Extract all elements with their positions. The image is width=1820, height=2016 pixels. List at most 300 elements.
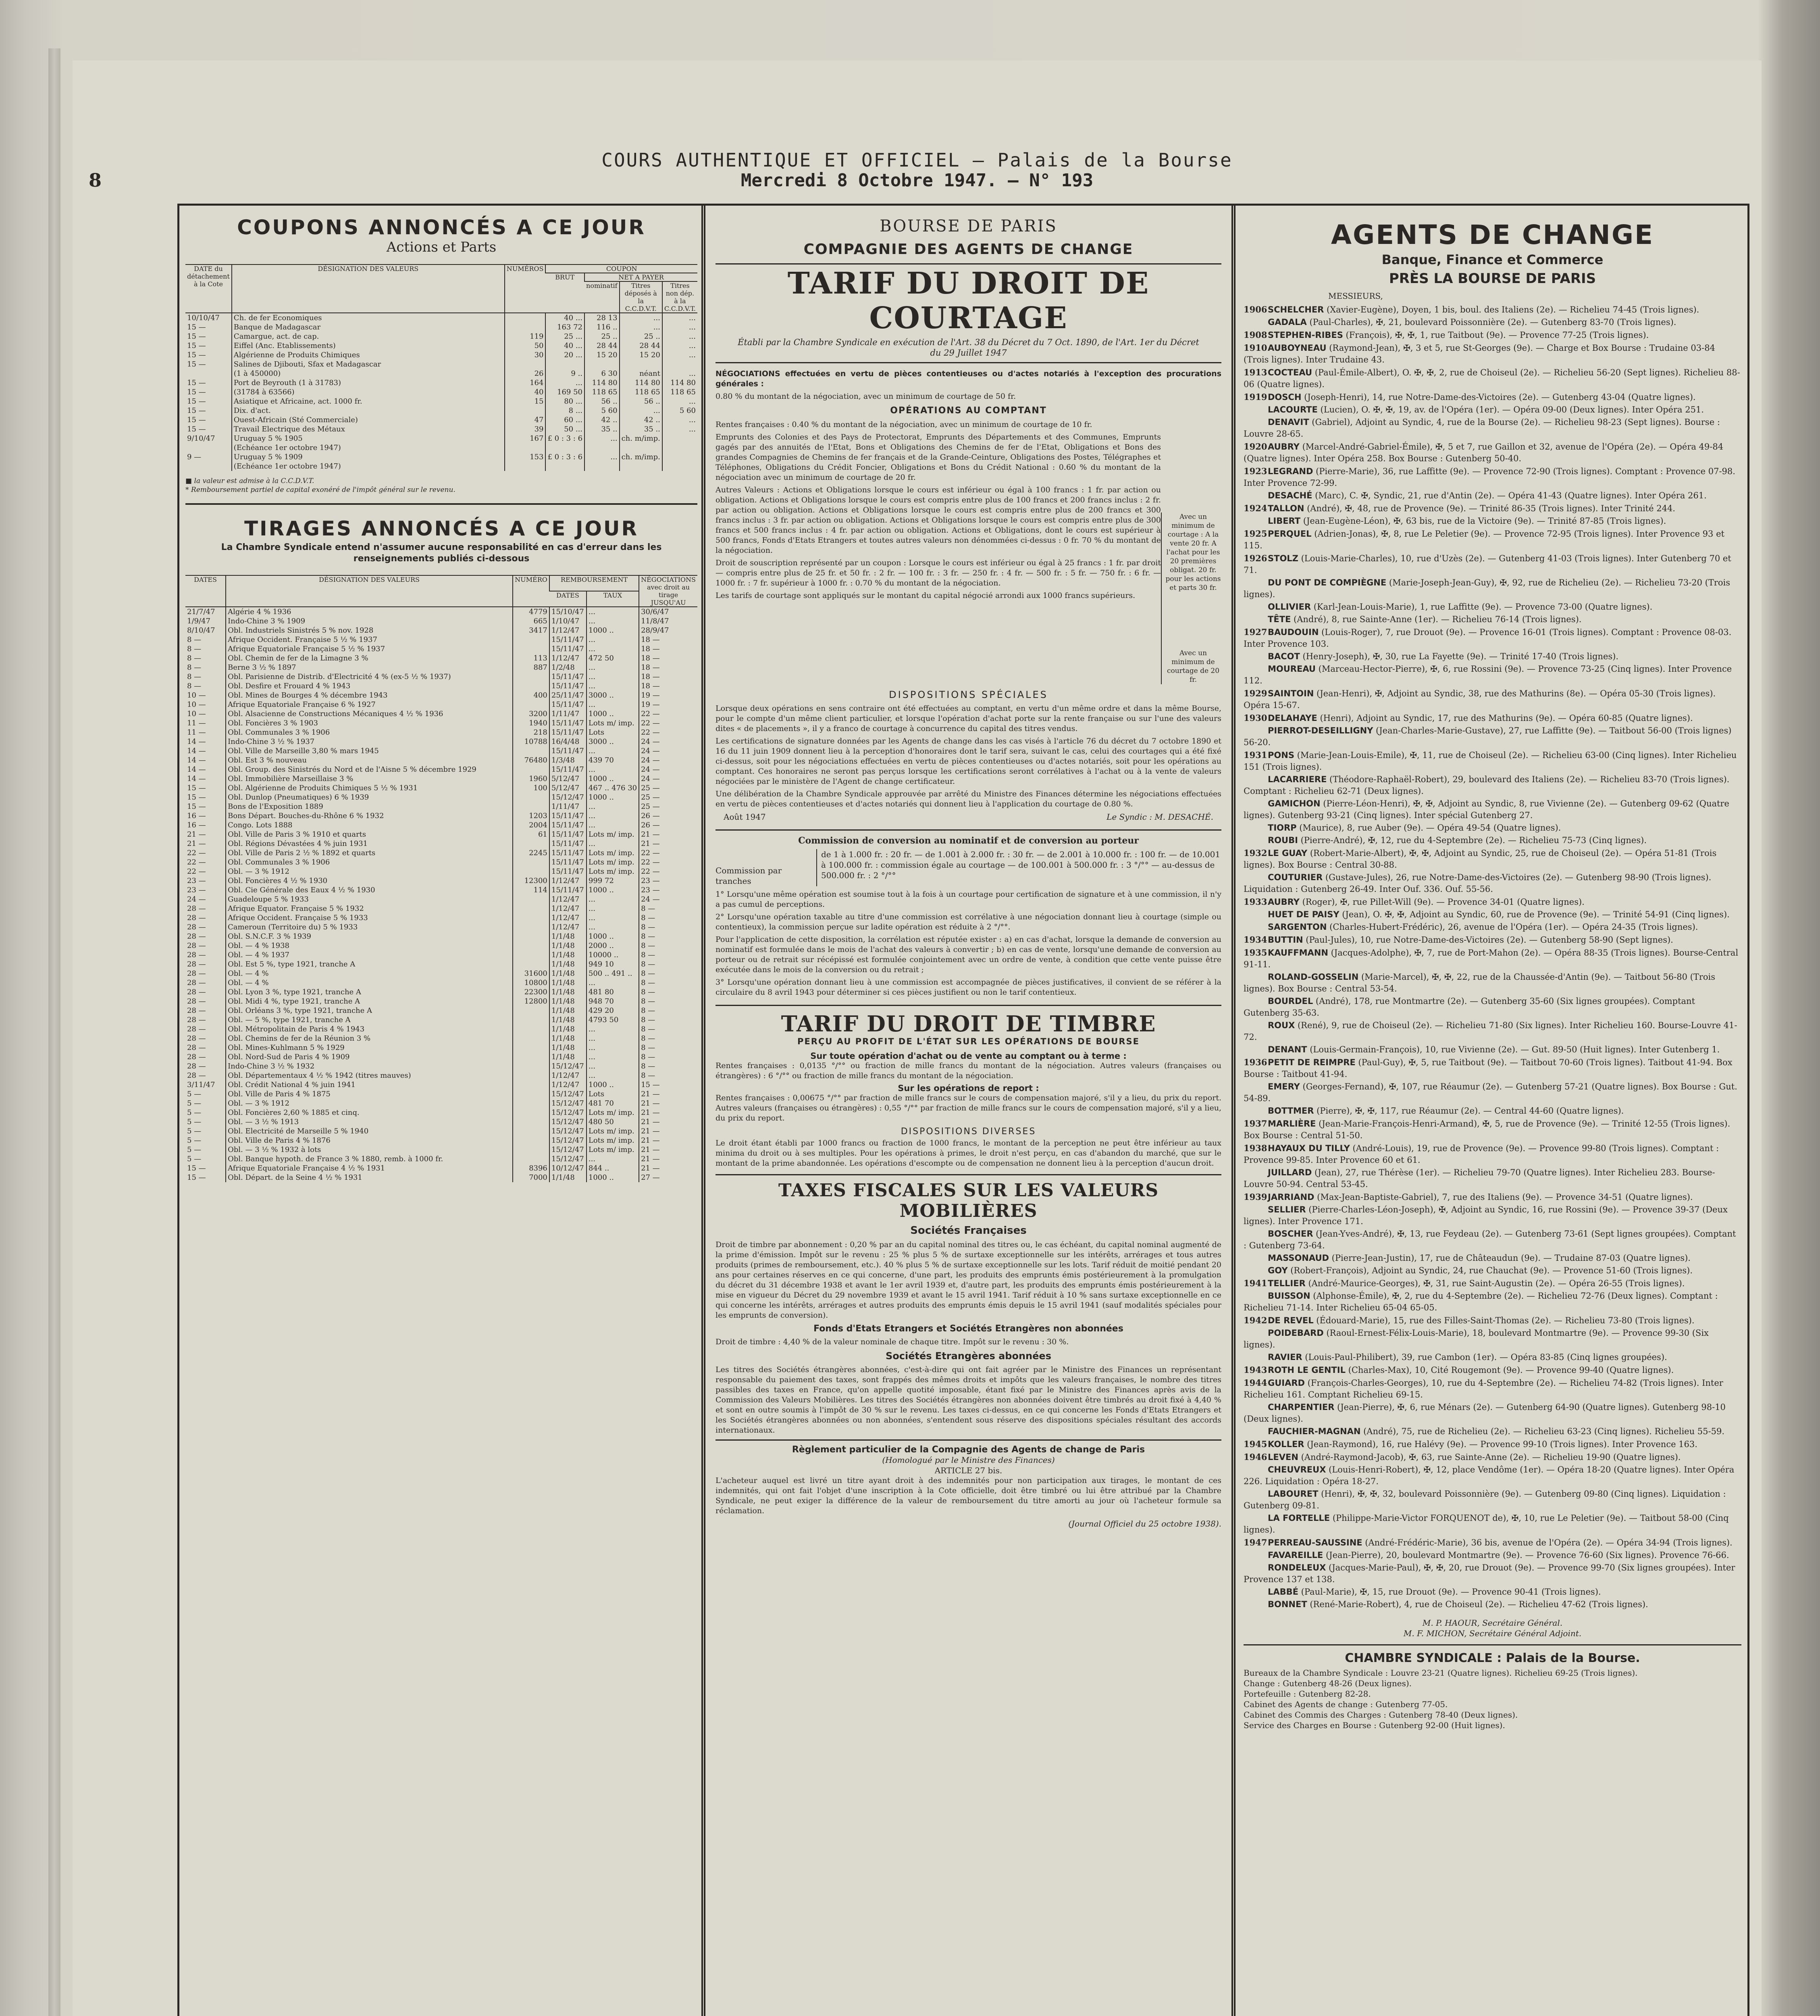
coupon-designation: (31784 à 63566): [232, 387, 505, 397]
tirage-numero: 10788: [513, 737, 549, 746]
agent-entry: [1244, 1056, 1741, 1080]
tirage-taux: ...: [587, 765, 639, 774]
agent-entry: [1244, 490, 1741, 502]
tirages-row: [185, 1043, 697, 1052]
agent-entry: [1244, 835, 1741, 846]
tirages-row: [185, 654, 697, 663]
tirage-taux: ...: [587, 663, 639, 672]
agent-details: (Marceau-Hector-Pierre), ✠, 6, rue Rossini (9e). — Provence 73-25 (Cinq lignes). Inter Provence 112.: [1244, 664, 1732, 685]
coupon-numero: 39: [505, 425, 546, 434]
tirages-row: [185, 821, 697, 830]
tirage-designation: Obl. — 3 % 1912: [226, 867, 513, 876]
tirage-designation: Afrique Equatoriale Française 4 ½ % 1931: [226, 1164, 513, 1173]
tirages-row: [185, 960, 697, 969]
tirage-numero: [513, 802, 549, 811]
tirage-date: 15 —: [187, 784, 206, 792]
tirage-numero: 1203: [513, 811, 549, 821]
agent-name: BAUDOUIN: [1268, 627, 1319, 637]
tirages-row: [185, 987, 697, 997]
tirage-date: 8/10/47: [187, 626, 215, 635]
tirages-row: [185, 1052, 697, 1062]
agent-details: (Jean), O. ✠, ✠, Adjoint au Syndic, 60, rue de Provence (9e). — Trinité 54-91 (Cinq lignes).: [1339, 910, 1730, 919]
agent-name: BOURDEL: [1268, 996, 1313, 1006]
negociations-text: 0.80 % du montant de la négociation, avec un minimum de courtage de 50 fr.: [716, 392, 1016, 401]
tirage-taux: Lots m/ imp.: [587, 1136, 639, 1145]
tirage-designation: Obl. Est 5 %, type 1921, tranche A: [226, 960, 513, 969]
agent-entry: [1244, 847, 1741, 871]
tirage-negociation: 18 —: [639, 635, 697, 644]
tirage-numero: 400: [513, 691, 549, 700]
tirages-row: [185, 616, 697, 626]
agent-entry: [1244, 1426, 1741, 1437]
column-rule-3: [1231, 204, 1233, 2016]
tirage-negociation: 30/6/47: [639, 607, 697, 616]
tirage-numero: [513, 700, 549, 709]
tirages-row: [185, 774, 697, 783]
tirages-row: [185, 978, 697, 987]
tirage-date: 5 —: [187, 1099, 202, 1108]
agent-details: (Marc), C. ✠, Syndic, 21, rue d'Antin (2e). — Opéra 41-43 (Quatre lignes). Inter Opéra 261.: [1312, 491, 1707, 500]
tirage-taux: 480 50: [587, 1117, 639, 1127]
tirage-numero: 22300: [513, 987, 549, 997]
coupon-numero: [505, 360, 546, 369]
agent-entry: [1244, 1586, 1741, 1598]
coupon-designation: Ouest-Africain (Sté Commerciale): [232, 415, 505, 425]
tirage-date: 11 —: [187, 719, 206, 727]
tirage-designation: Obl. Ville de Paris 2 ½ % 1892 et quarts: [226, 848, 513, 858]
timbre-head-2: Sur les opérations de report :: [898, 1083, 1039, 1093]
tirage-numero: [513, 793, 549, 802]
agent-entry: [1244, 1451, 1741, 1463]
tirage-taux: ...: [587, 1025, 639, 1034]
agent-entry: [1244, 1438, 1741, 1450]
tirage-remb-date: 1/12/47: [549, 876, 587, 885]
agent-name: BUISSON: [1268, 1291, 1310, 1301]
tirage-remb-date: 15/11/47: [549, 635, 587, 644]
tirage-designation: Obl. Alsacienne de Constructions Mécaniques 4 ½ % 1936: [226, 709, 513, 719]
agent-name: LIBERT: [1268, 516, 1301, 526]
tirage-numero: [513, 1099, 549, 1108]
agent-year: 1945: [1244, 1439, 1267, 1449]
tirage-taux: Lots m/ imp.: [587, 1108, 639, 1117]
societes-abonnees-heading: Sociétés Etrangères abonnées: [886, 1350, 1051, 1362]
tirage-date: 8 —: [187, 663, 202, 672]
tirages-row: [185, 626, 697, 635]
tirage-remb-date: 1/1/48: [549, 1173, 587, 1182]
tirage-remb-date: 5/12/47: [549, 783, 587, 793]
tirage-date: 5 —: [187, 1127, 202, 1135]
tirage-taux: 948 70: [587, 997, 639, 1006]
agent-details: (Paul-Guy), ✠, 5, rue Taitbout (9e). — Taitbout 70-60 (Trois lignes). Taitbout 41-94. Box Bourse : Taitbout 41-94.: [1244, 1058, 1733, 1079]
tirage-date: 14 —: [187, 737, 206, 746]
tirage-remb-date: 15/12/47: [549, 1099, 587, 1108]
coupons-col-net: NET A PAYER: [584, 273, 697, 281]
tirage-remb-date: 1/12/47: [549, 923, 587, 932]
dispositions-paragraph: Une délibération de la Chambre Syndicale approuvée par arrêté du Ministre des Finances détermine les négociations effectuées en vertu de pièces contentieuses et d'actes notariés qui donnent lieu à l'application du courtage de 0.80 %.: [716, 789, 1221, 808]
dispositions-diverses-text: Le droit étant établi par 1000 francs ou fraction de 1000 francs, le montant de la perception ne peut être inférieur au taux minima du droit ou à ses multiples. Pour les opérations à primes, le droit n'est perçu, en cas d'abandon du marché, que sur le montant de la prime abandonnée. Les opérations d'escompte ou de compensation ne donnent lieu à la perception d'aucun droit.: [716, 1139, 1221, 1168]
column-rule-4: [1234, 204, 1236, 2016]
dispositions-paragraph: Lorsque deux opérations en sens contraire ont été effectuées au comptant, en vertu d'un même ordre et dans la même Bourse, pour le compte d'un même client particulier, et lorsque l'opération d'achat porte sur la rente française ou sur l'une des valeurs dites « de placements », il y a franco de courtage à concurrence du capital des titres vendus.: [716, 704, 1221, 733]
coupon-brut: 40 ...: [545, 341, 584, 350]
agent-entry: [1244, 1265, 1741, 1277]
tirage-designation: Obl. Desfire et Frouard 4 % 1943: [226, 681, 513, 691]
agent-entry: [1244, 1549, 1741, 1561]
agent-entry: [1244, 872, 1741, 895]
agent-details: (Paul-Émile-Albert), O. ✠, ✠, 2, rue de Choiseul (2e). — Richelieu 56-20 (Sept lignes). Richelieu 88-06 (Quatre lignes).: [1244, 368, 1740, 389]
tirage-negociation: 21 —: [639, 1145, 697, 1154]
tirage-date: 15 —: [187, 793, 206, 802]
coupon-porteur-depose: 35 ..: [620, 425, 662, 434]
agent-entry: [1244, 663, 1741, 687]
tirage-date: 22 —: [187, 849, 206, 857]
agent-year: 1908: [1244, 330, 1267, 340]
agent-name: HUET DE PAISY: [1268, 910, 1340, 919]
tirage-negociation: 8 —: [639, 960, 697, 969]
agent-details: (Jean-Pierre), 20, boulevard Montmartre (9e). — Provence 76-60 (Six lignes). Provence 76-66.: [1323, 1550, 1729, 1560]
tirage-negociation: 8 —: [639, 1071, 697, 1080]
tirage-designation: Obl. Ville de Paris 4 % 1875: [226, 1089, 513, 1099]
chambre-rule: [1244, 1644, 1741, 1645]
tirage-negociation: 8 —: [639, 969, 697, 978]
tirage-date: 28 —: [187, 1025, 206, 1033]
coupon-designation: Asiatique et Africaine, act. 1000 fr.: [232, 397, 505, 406]
tirage-remb-date: 1/12/47: [549, 1080, 587, 1089]
agent-entry: [1244, 798, 1741, 821]
agent-entry: [1244, 971, 1741, 995]
coupon-nominatif: 6 30: [584, 369, 620, 378]
agent-details: (Lucien), O. ✠, ✠, 19, av. de l'Opéra (1er). — Opéra 09-00 (Deux lignes). Inter Opéra 251.: [1317, 405, 1704, 414]
tirage-negociation: 8 —: [639, 913, 697, 923]
coupon-nominatif: 114 80: [584, 378, 620, 387]
tirages-col-negociations: NÉGOCIATIONS avec droit au tirage JUSQU'AU: [639, 575, 697, 607]
agent-name: GOY: [1268, 1266, 1288, 1275]
coupon-numero: [505, 443, 546, 452]
coupon-nominatif: ...: [584, 434, 620, 443]
tirage-numero: [513, 950, 549, 960]
tirage-negociation: 21 —: [639, 830, 697, 839]
coupon-porteur-depose: [620, 360, 662, 369]
agent-entry: [1244, 725, 1741, 748]
agent-details: (Henry-Joseph), ✠, 30, rue La Fayette (9e). — Trinité 17-40 (Trois lignes).: [1300, 652, 1619, 661]
timbre-subtitle: PERÇU AU PROFIT DE L'ÉTAT SUR LES OPÉRATIONS DE BOURSE: [797, 1037, 1140, 1046]
tirage-negociation: 26 —: [639, 811, 697, 821]
agent-name: DOSCH: [1268, 392, 1302, 402]
bourse-de-paris: BOURSE DE PARIS: [880, 217, 1057, 235]
agent-name: GUIARD: [1268, 1378, 1305, 1388]
agent-name: ROUBI: [1268, 835, 1298, 845]
coupon-porteur-depose: néant: [620, 369, 662, 378]
agent-entry: [1244, 342, 1741, 366]
tirage-remb-date: 15/11/47: [549, 728, 587, 737]
coupons-row: [185, 415, 697, 425]
tirage-remb-date: 1/1/48: [549, 987, 587, 997]
coupon-brut: 169 50: [545, 387, 584, 397]
tirage-negociation: 28/9/47: [639, 626, 697, 635]
agent-name: DESACHÉ: [1268, 491, 1312, 500]
tirage-date: 5 —: [187, 1136, 202, 1145]
coupon-brut: 60 ...: [545, 415, 584, 425]
tirage-designation: Obl. Industriels Sinistrés 5 % nov. 1928: [226, 626, 513, 635]
taxes-title: TAXES FISCALES SUR LES VALEURS MOBILIÈRES: [778, 1180, 1159, 1221]
coupon-date: 15 —: [187, 425, 206, 433]
coupons-col-brut: BRUT: [545, 273, 584, 313]
tirage-numero: [513, 1025, 549, 1034]
agent-entry: [1244, 909, 1741, 921]
agent-year: 1932: [1244, 848, 1267, 858]
tirage-designation: Indo-Chine 3 ½ % 1932: [226, 1062, 513, 1071]
page-binding: [48, 48, 60, 2016]
agent-name: BUTTIN: [1268, 935, 1303, 945]
agent-details: (Jean-Raymond), 16, rue Halévy (9e). — Provence 99-10 (Trois lignes). Inter Provence 163.: [1304, 1439, 1697, 1449]
tirage-remb-date: 15/12/47: [549, 1145, 587, 1154]
tirage-taux: 1000 ..: [587, 626, 639, 635]
tirage-remb-date: 15/11/47: [549, 867, 587, 876]
tirage-numero: 12300: [513, 876, 549, 885]
tirage-numero: 61: [513, 830, 549, 839]
coupon-date: 15 —: [187, 406, 206, 415]
tirage-designation: Obl. Crédit National 4 % juin 1941: [226, 1080, 513, 1089]
agent-entry: [1244, 934, 1741, 946]
agent-entry: [1244, 515, 1741, 527]
tirages-col-taux: TAUX: [587, 591, 639, 607]
tirage-taux: ...: [587, 1052, 639, 1062]
agent-details: (Louis-Henri-Robert), ✠, 12, place Vendôme (1er). — Opéra 18-20 (Quatre lignes). Inter Opéra 226. Liquidation : Opéra 18-27.: [1244, 1465, 1735, 1486]
coupons-row: [185, 462, 697, 471]
tirage-taux: ...: [587, 811, 639, 821]
coupons-row: [185, 387, 697, 397]
tirage-taux: ...: [587, 746, 639, 756]
tirage-negociation: 11/8/47: [639, 616, 697, 626]
tirage-designation: Obl. Algérienne de Produits Chimiques 5 ½ % 1931: [226, 783, 513, 793]
tirage-remb-date: 15/11/47: [549, 811, 587, 821]
tarif-syndic: Le Syndic : M. DESACHÉ.: [1107, 812, 1213, 822]
coupon-porteur-non-depose: 5 60: [662, 406, 697, 415]
coupon-designation: (1 à 450000): [232, 369, 505, 378]
tirage-designation: Obl. — 4 %: [226, 978, 513, 987]
agent-name: DENANT: [1268, 1045, 1307, 1054]
coupons-row: [185, 350, 697, 360]
tirage-negociation: 8 —: [639, 987, 697, 997]
tirages-row: [185, 1025, 697, 1034]
coupon-porteur-non-depose: ...: [662, 415, 697, 425]
tirage-designation: Obl. Est 3 % nouveau: [226, 756, 513, 765]
coupon-designation: Uruguay 5 % 1905: [232, 434, 505, 443]
tirage-negociation: 8 —: [639, 904, 697, 913]
tirages-row: [185, 1173, 697, 1182]
timbre-rule: [716, 1005, 1221, 1006]
tirage-taux: ...: [587, 802, 639, 811]
tirage-negociation: 8 —: [639, 1015, 697, 1025]
tirage-date: 5 —: [187, 1108, 202, 1117]
agent-details: (André-Maurice-Georges), ✠, 31, rue Saint-Augustin (2e). — Opéra 26-55 (Trois lignes).: [1305, 1279, 1685, 1288]
agent-name: PETIT DE REIMPRE: [1268, 1058, 1356, 1067]
agent-name: SARGENTON: [1268, 922, 1327, 932]
agent-name: MOUREAU: [1268, 664, 1316, 674]
agent-details: (Jacques-Adolphe), ✠, 7, rue de Port-Mahon (2e). — Opéra 88-35 (Trois lignes). Bourse-Central 91-11.: [1244, 948, 1739, 969]
agent-name: GAMICHON: [1268, 799, 1321, 808]
tirages-row: [185, 904, 697, 913]
tirage-negociation: 21 —: [639, 1089, 697, 1099]
tirage-taux: 481 80: [587, 987, 639, 997]
tirages-row: [185, 728, 697, 737]
tirage-designation: Obl. Dunlop (Pneumatiques) 6 % 1939: [226, 793, 513, 802]
coupons-col-titres-deposes: Titres déposés à la C.C.D.V.T.: [620, 281, 662, 313]
tirage-taux: 1000 ..: [587, 1173, 639, 1182]
agent-entry: [1244, 1562, 1741, 1585]
agent-name: LACARRIERE: [1268, 775, 1327, 784]
coupon-porteur-non-depose: 118 65: [662, 387, 697, 397]
tirage-numero: [513, 1043, 549, 1052]
tirage-remb-date: 15/12/47: [549, 1108, 587, 1117]
coupon-porteur-depose: ...: [620, 313, 662, 323]
agent-details: (Georges-Fernand), ✠, 107, rue Réaumur (2e). — Gutenberg 57-21 (Quatre lignes). Box Bourse : Gut. 54-89.: [1244, 1082, 1737, 1103]
agent-name: COCTEAU: [1268, 368, 1312, 377]
tirage-taux: 481 70: [587, 1099, 639, 1108]
tirage-numero: [513, 1127, 549, 1136]
agent-details: (André), 75, rue de Richelieu (2e). — Richelieu 63-23 (Cinq lignes). Richelieu 55-59.: [1360, 1427, 1725, 1436]
agent-entry: [1244, 1191, 1741, 1203]
tirage-remb-date: 15/12/47: [549, 1154, 587, 1164]
tirage-negociation: 8 —: [639, 997, 697, 1006]
tirage-date: 21 —: [187, 830, 206, 839]
agent-details: (André-Raymond-Jacob), ✠, 63, rue Sainte-Anne (2e). — Richelieu 19-90 (Quatre lignes).: [1298, 1452, 1681, 1462]
tirage-remb-date: 15/11/47: [549, 821, 587, 830]
agent-name: COUTURIER: [1268, 873, 1323, 882]
agent-name: BACOT: [1268, 652, 1300, 661]
agent-name: MASSONAUD: [1268, 1253, 1329, 1263]
tarif-title-rule-bottom: [716, 362, 1221, 363]
agent-name: AUBRY: [1268, 897, 1300, 907]
tirage-designation: Obl. Régions Dévastées 4 % juin 1931: [226, 839, 513, 848]
tirage-remb-date: 15/12/47: [549, 1089, 587, 1099]
tirage-remb-date: 1/1/48: [549, 1034, 587, 1043]
tirages-row: [185, 719, 697, 728]
tirage-numero: [513, 1089, 549, 1099]
tirage-negociation: 21 —: [639, 1136, 697, 1145]
tirages-row: [185, 923, 697, 932]
coupons-note-remboursement: * Remboursement partiel de capital exonéré de l'impôt général sur le revenu.: [185, 486, 456, 494]
tirage-numero: 114: [513, 885, 549, 895]
tirage-negociation: 8 —: [639, 1025, 697, 1034]
tirage-negociation: 23 —: [639, 885, 697, 895]
agent-entry: [1244, 404, 1741, 416]
tirages-subtitle: La Chambre Syndicale entend n'assumer aucune responsabilité en cas d'erreur dans les renseignements publiés ci-dessous: [221, 542, 662, 564]
agent-name: STEPHEN-RIBES: [1268, 330, 1343, 340]
commission-tranches: de 1 à 1.000 fr. : 20 fr. — de 1.001 à 2.000 fr. : 30 fr. — de 2.001 à 10.000 fr. : 100 fr. — de 10.001 à 100.000 fr. : commission égale au courtage — de 100.001 à 500.000 fr. : 3 °/°° — au-dessus de 500.000 fr. : 2 °/°°: [816, 849, 1221, 886]
agent-name: POIDEBARD: [1268, 1328, 1324, 1338]
commission-heading: Commission de conversion au nominatif et de conversion au porteur: [798, 835, 1139, 846]
coupon-porteur-non-depose: ...: [662, 341, 697, 350]
comptant-paragraph: Emprunts des Colonies et des Pays de Protectorat, Emprunts des Départements et des Communes, Emprunts gagés par des annuités de l'Etat, Bons et Obligations des Chemins de fer de l'Etat, Obligations et Bons des grandes Compagnies de Chemins de fer français et de la Grande-Ceinture, Obligations des Postes, Télégraphes et Téléphones, Obligations du Crédit Foncier, Obligations et Bons du Crédit National : 0.60 % du montant de la négociation avec un minimum de courtage de 20 fr.: [716, 433, 1161, 482]
tirage-negociation: 24 —: [639, 746, 697, 756]
coupon-porteur-depose: 56 ..: [620, 397, 662, 406]
comptant-paragraph: Autres Valeurs : Actions et Obligations lorsque le cours est inférieur ou égal à 100 francs : 1 fr. par action ou obligation. Actions et Obligations lorsque le cours est compris entre plus de 100 francs et 200 francs inclus : 2 fr. par action ou obligation. Actions et Obligations lorsque le cours est compris entre plus de 200 francs et 300 francs inclus : 3 fr. par action ou obligation. Actions et Obligations lorsque le cours est compris entre plus de 300 francs et 500 francs inclus : 4 fr. par action ou obligation. Actions et Obligations, dont le cours est supérieur à 500 francs, Fonds d'Etats Etrangers et toutes autres valeurs non dénommées ci-dessus : 0 fr. 70 % du montant de la négociation.: [716, 485, 1161, 555]
tirage-taux: 2000 ..: [587, 941, 639, 950]
tirage-taux: 429 20: [587, 1006, 639, 1015]
agent-year: 1935: [1244, 948, 1267, 958]
tirage-taux: ...: [587, 978, 639, 987]
agent-entry: [1244, 1402, 1741, 1425]
tirage-designation: Obl. Midi 4 %, type 1921, tranche A: [226, 997, 513, 1006]
coupon-designation: Travail Electrique des Métaux: [232, 425, 505, 434]
tirages-divider: [185, 503, 697, 505]
agent-year: 1947: [1244, 1537, 1267, 1547]
tirages-row: [185, 663, 697, 672]
tirage-date: 15 —: [187, 1164, 206, 1173]
agent-name: KOLLER: [1268, 1439, 1304, 1449]
coupon-designation: Eiffel (Anc. Etablissements): [232, 341, 505, 350]
tirage-numero: [513, 932, 549, 941]
coupon-brut: ...: [545, 378, 584, 387]
tirage-date: 28 —: [187, 1016, 206, 1024]
tirages-row: [185, 691, 697, 700]
tirage-taux: 1000 ..: [587, 885, 639, 895]
tirage-date: 8 —: [187, 635, 202, 644]
tirage-negociation: 23 —: [639, 876, 697, 885]
tirage-negociation: 8 —: [639, 932, 697, 941]
tirage-remb-date: 1/12/47: [549, 626, 587, 635]
agent-entry: [1244, 1228, 1741, 1252]
coupon-porteur-non-depose: [662, 452, 697, 462]
agent-name: LEVEN: [1268, 1452, 1298, 1462]
dispositions-paragraph: Les certifications de signature données par les Agents de change dans les cas visés à l'article 76 du décret du 7 octobre 1890 et 16 du 11 juin 1909 donnent lieu à la perception d'honoraires dont le tarif sera, suivant le cas, celui des courtages qui a été fixé ci-dessus, soit pour les négociations effectuées en vertu de pièces contentieuses ou d'actes notariés, soit pour les opérations au comptant. Ces honoraires ne seront pas perçus lorsque les certifications seront corrélatives à l'achat ou à la vente de valeurs négociées par le ministère de l'Agent de change certificateur.: [716, 737, 1221, 786]
tirage-remb-date: 1/1/48: [549, 997, 587, 1006]
agent-entry: [1244, 329, 1741, 341]
tirage-taux: 4793 50: [587, 1015, 639, 1025]
tarif-date: Août 1947: [724, 812, 766, 822]
taxes-rule: [716, 1174, 1221, 1175]
coupon-nominatif: 28 44: [584, 341, 620, 350]
tirage-negociation: 22 —: [639, 709, 697, 719]
coupon-numero: 26: [505, 369, 546, 378]
tirage-designation: Obl. Ville de Paris 3 % 1910 et quarts: [226, 830, 513, 839]
tirages-row: [185, 737, 697, 746]
tirages-row: [185, 848, 697, 858]
coupon-date: 9 —: [187, 453, 202, 461]
coupon-date: 15 —: [187, 360, 206, 369]
coupon-porteur-non-depose: [662, 434, 697, 443]
coupon-brut: 163 72: [545, 323, 584, 332]
agent-year: 1929: [1244, 688, 1267, 698]
agent-name: PONS: [1268, 750, 1294, 760]
tirage-remb-date: 1/1/48: [549, 932, 587, 941]
tirages-row: [185, 756, 697, 765]
tirage-numero: [513, 746, 549, 756]
agent-entry: [1244, 1142, 1741, 1166]
agent-details: (Henri), Adjoint au Syndic, 17, rue des Mathurins (9e). — Opéra 60-85 (Quatre lignes).: [1317, 713, 1693, 723]
tirage-taux: ...: [587, 681, 639, 691]
coupons-col-nominatif: nominatif: [584, 281, 620, 313]
coupon-designation: Dix. d'act.: [232, 406, 505, 415]
agent-details: (Henri), ✠, ✠, 32, boulevard Poissonnière (9e). — Gutenberg 09-80 (Cinq lignes). Liquidation : Gutenberg 09-81.: [1244, 1489, 1726, 1510]
tirage-negociation: 18 —: [639, 672, 697, 681]
tirages-row: [185, 1099, 697, 1108]
fonds-etrangers-heading: Fonds d'Etats Etrangers et Sociétés Etrangères non abonnées: [813, 1324, 1123, 1334]
agent-name: LABOURET: [1268, 1489, 1319, 1499]
tirage-date: 15 —: [187, 802, 206, 811]
agent-details: (Marie-Marcel), ✠, ✠, 22, rue de la Chaussée-d'Antin (9e). — Taitbout 56-80 (Trois lignes). Box Bourse : Central 53-54.: [1244, 972, 1716, 993]
agent-entry: [1244, 921, 1741, 933]
agent-name: TELLIER: [1268, 1279, 1306, 1288]
tirage-remb-date: 1/1/48: [549, 1052, 587, 1062]
agent-entry: [1244, 1167, 1741, 1190]
coupon-porteur-depose: ch. m/imp.: [620, 452, 662, 462]
tirage-negociation: 22 —: [639, 867, 697, 876]
agent-details: (Max-Jean-Baptiste-Gabriel), 7, rue des Italiens (9e). — Provence 34-51 (Quatre lignes).: [1314, 1192, 1693, 1202]
tirages-row: [185, 1164, 697, 1173]
agent-name: JARRIAND: [1268, 1192, 1315, 1202]
tirage-remb-date: 1/1/48: [549, 950, 587, 960]
